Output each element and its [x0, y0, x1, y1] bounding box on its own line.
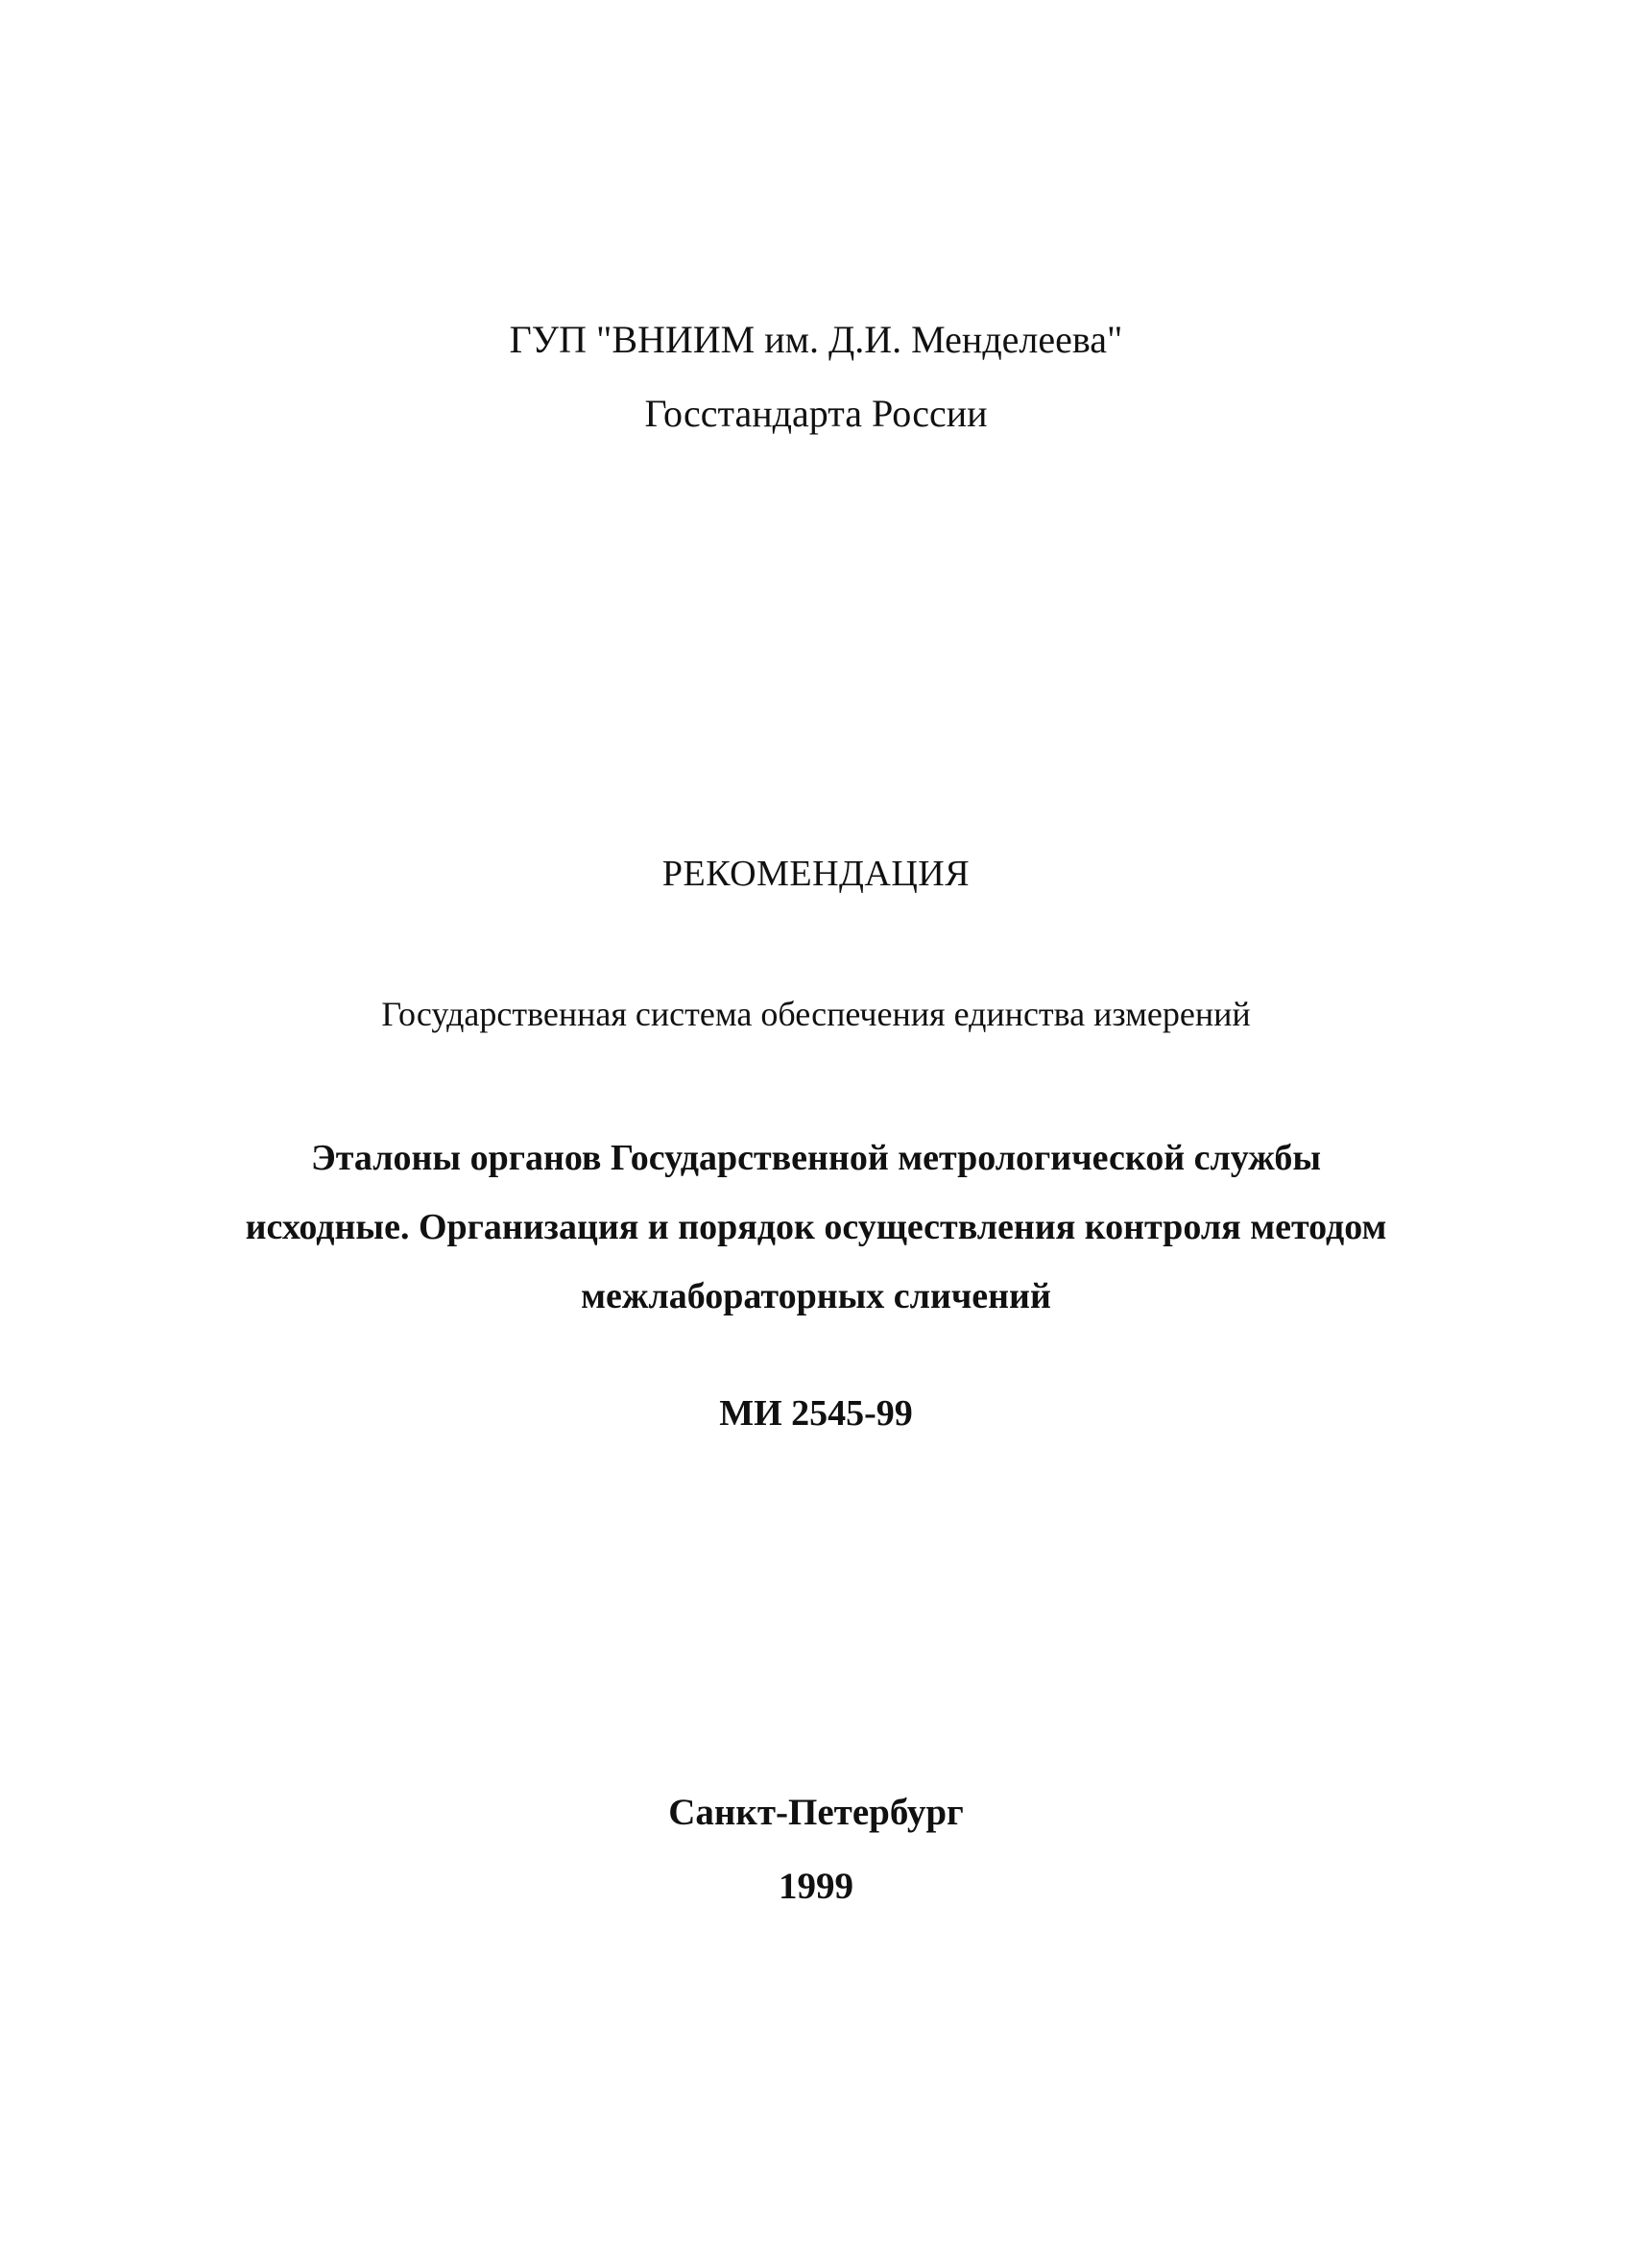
document-title [173, 1123, 1459, 1331]
document-title-line-1: Эталоны органов Государственной метрологической службы [310, 1138, 1322, 1178]
document-code: МИ 2545-99 [719, 1393, 913, 1434]
document-series: Государственная система обеспечения единства измерений [381, 995, 1251, 1033]
publication-city: Санкт-Петербург [668, 1792, 964, 1833]
document-type: РЕКОМЕНДАЦИЯ [661, 854, 971, 894]
document-title-line-2: исходные. Организация и порядок осуществления контроля методом [245, 1207, 1387, 1247]
organization-parent: Госстандарта России [644, 392, 988, 435]
document-title-line-3: межлабораторных сличений [581, 1276, 1051, 1316]
publication-year: 1999 [779, 1866, 853, 1907]
organization-name: ГУП "ВНИИМ им. Д.И. Менделеева" [509, 318, 1123, 361]
